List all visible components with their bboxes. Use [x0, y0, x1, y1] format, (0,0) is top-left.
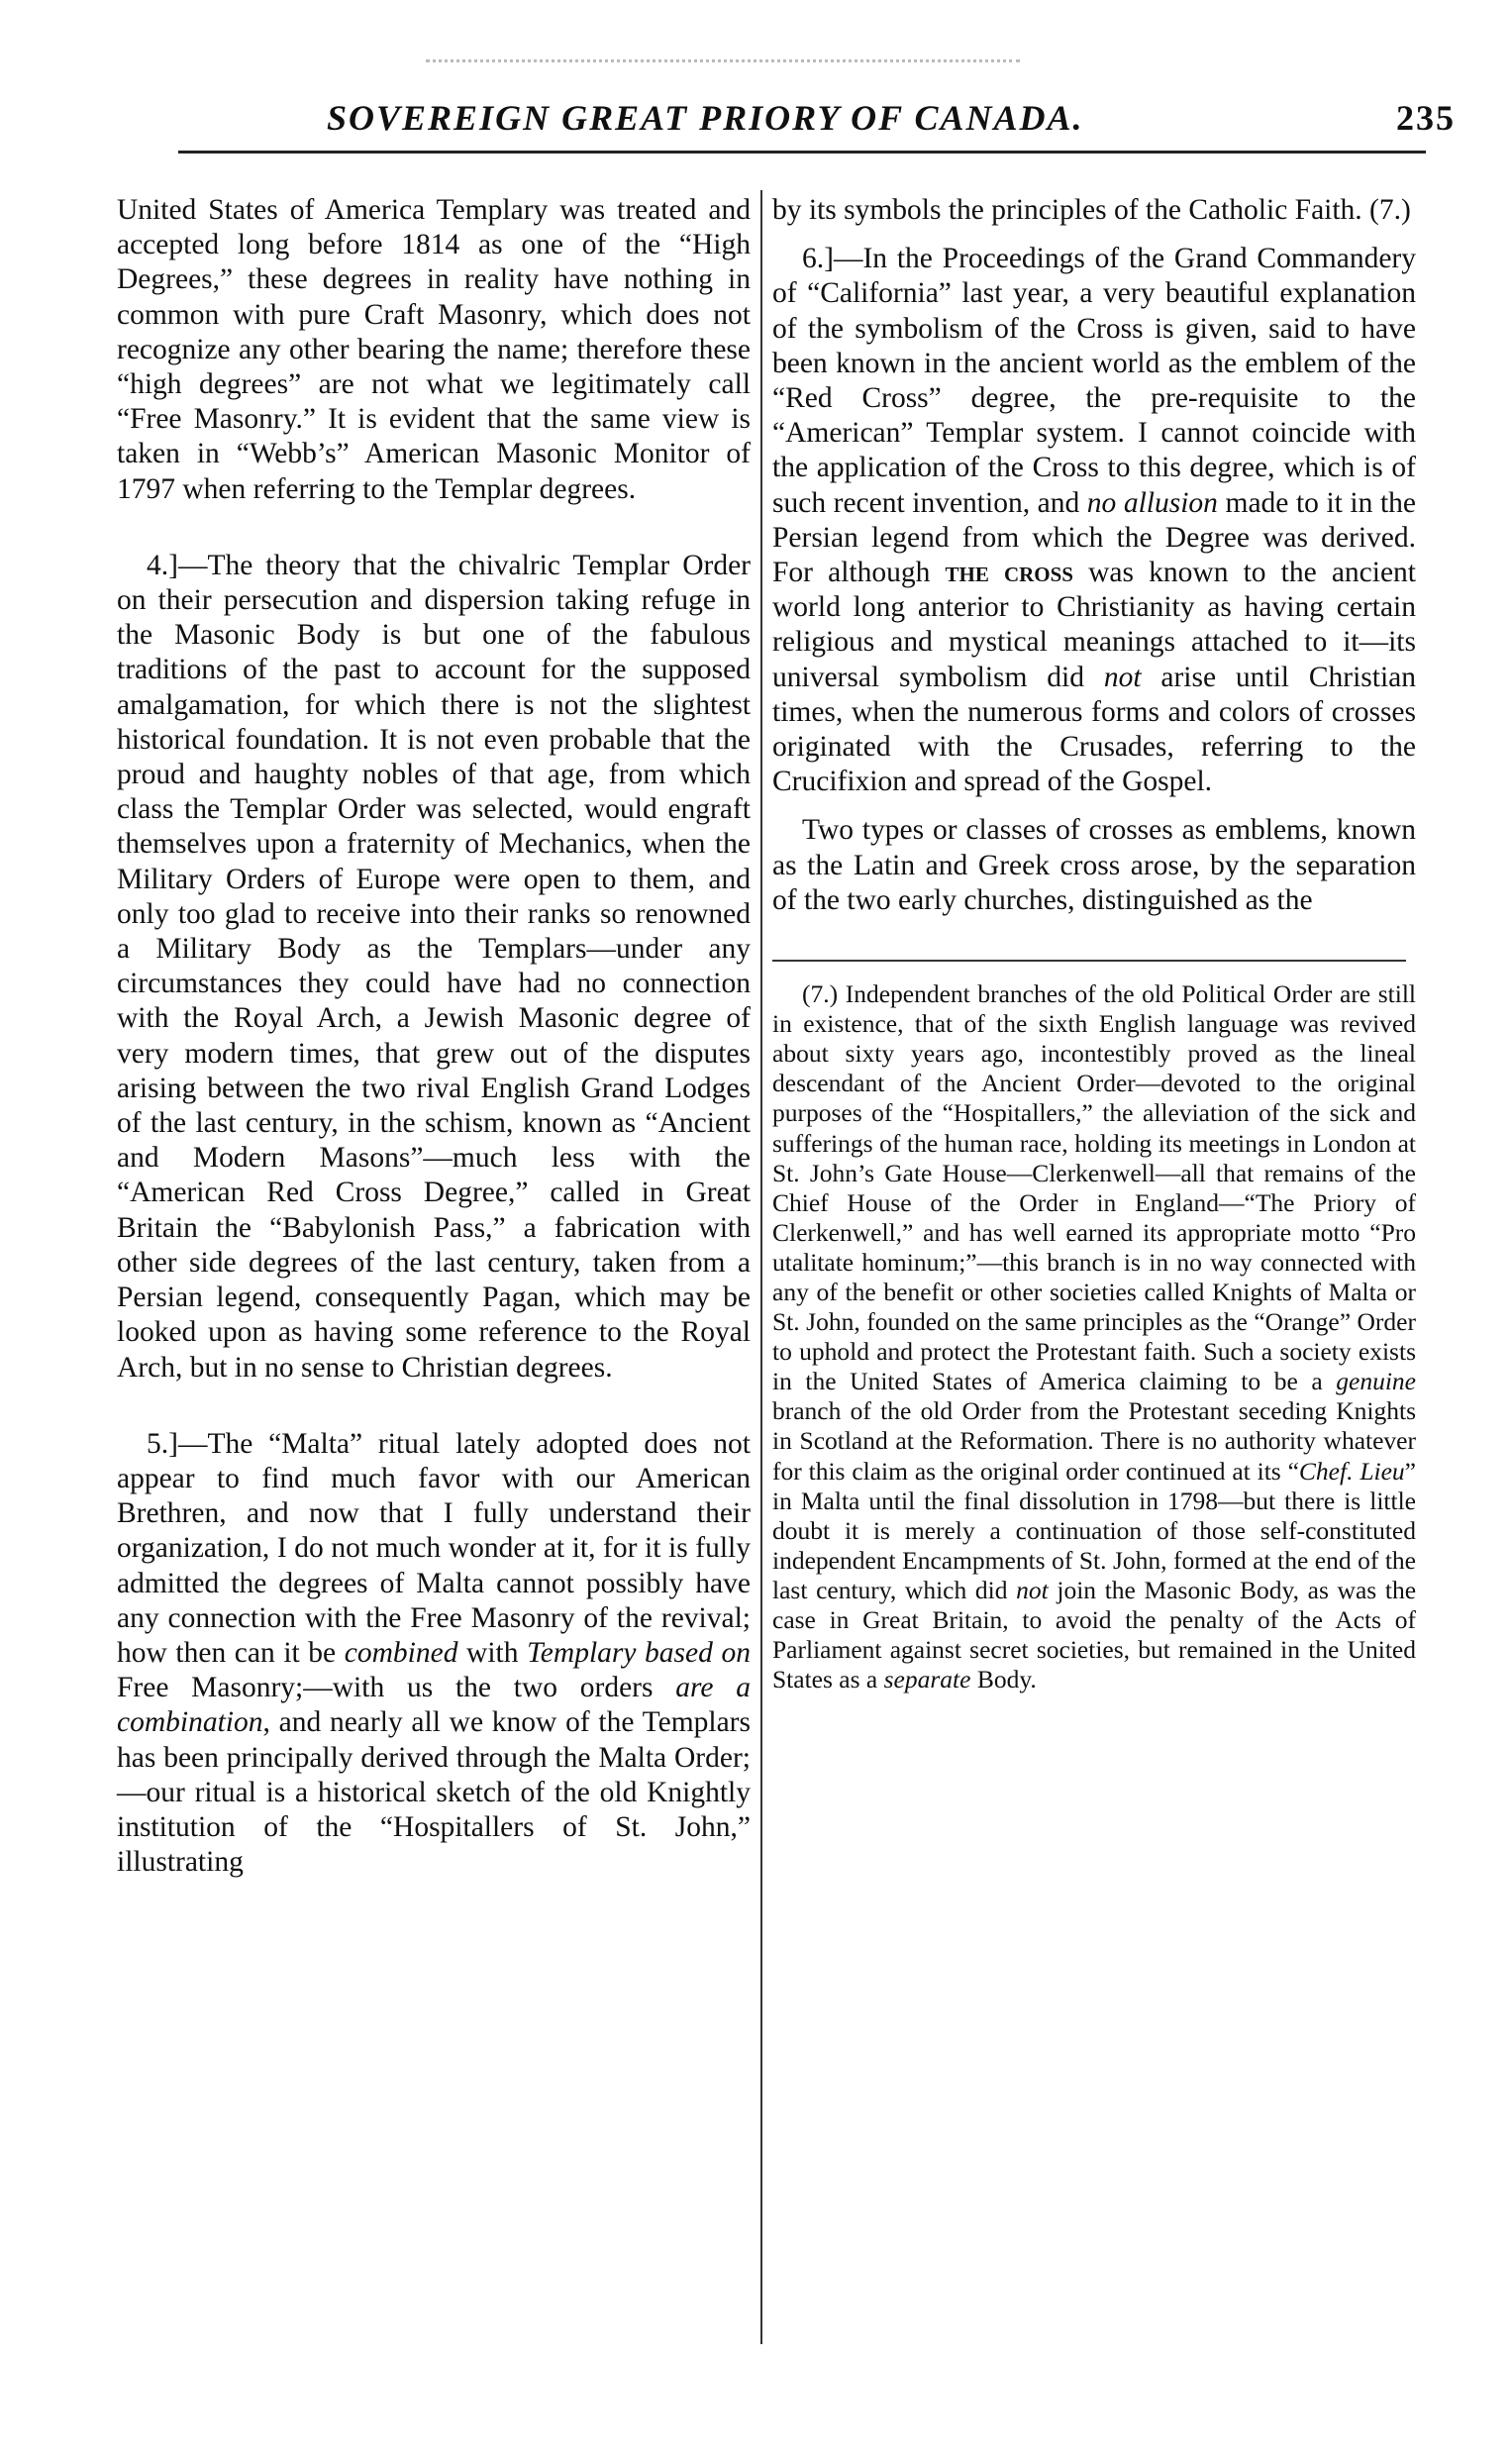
column-divider	[760, 190, 762, 2344]
footnote-7: (7.) Independent branches of the old Political Order are still in existence, that of the sixth English language was revived about sixty years ago, incontestibly proved as the lineal descendant of the Ancient Order—devoted to the original purposes of the “Hospitallers,” the alleviation of the sick and sufferings of the human race, holding its meetings in London at St. John’s Gate House—Clerkenwell—all that remains of the Chief House of the Order in England—“The Priory of Clerkenwell,” and has well earned its appropriate motto “Pro utalitate hominum;”—this branch is in no way connected with any of the benefit or other societies called Knights of Malta or St. John, founded on the same principles as the “Orange” Order to uphold and protect the Protestant faith. Such a society exists in the United States of America claiming to be a genuine branch of the old Order from the Protestant seceding Knights in Scotland at the Reformation. There is no authority whatever for this claim as the original order continued at its “Chef. Lieu” in Malta until the final dissolution in 1798—but there is little doubt it is merely a continuation of those self-constituted independent Encampments of St. John, formed at the end of the last century, which did not join the Masonic Body, as was the case in Great Britain, to avoid the penalty of the Acts of Parliament against secret societies, but remained in the United States as a separate Body.	[772, 979, 1417, 1694]
paragraph-continued-right: by its symbols the principles of the Catholic Faith. (7.)	[772, 194, 1411, 226]
footnote-rule	[772, 960, 1406, 962]
paragraph-5: 5.]—The “Malta” ritual lately adopted does not appear to find much favor with our American Brethren, and now that I fully understand their organization, I do not much wonder at it, for it is fully admitted the degrees of Malta cannot possibly have any connection with the Free Masonry of the revival; how then can it be combined with Templary based on Free Masonry;—with us the two orders are a combination, and nearly all we know of the Templars has been principally derived through the Malta Order;—our ritual is a historical sketch of the old Knightly institution of the “Hospitallers of St. John,” illustrating	[117, 1427, 751, 1879]
paragraph-4: 4.]—The theory that the chivalric Templar Order on their persecution and dispersion taking refuge in the Masonic Body is but one of the fabulous traditions of the past to account for the supposed amalgamation, for which there is not the slightest historical foundation. It is not even probable that the proud and haughty nobles of that age, from which class the Templar Order was selected, would engraft themselves upon a fraternity of Mechanics, when the Military Orders of Europe were open to them, and only too glad to receive into their ranks so renowned a Military Body as the Templars—under any circumstances they could have had no connection with the Royal Arch, a Jewish Masonic degree of very modern times, that grew out of the disputes arising between the two rival English Grand Lodges of the last century, in the schism, known as “Ancient and Modern Masons”—much less with the “American Red Cross Degree,” called in Great Britain the “Babylonish Pass,” a fabrication with other side degrees of the last century, taken from a Persian legend, consequently Pagan, which may be looked upon as having some reference to the Royal Arch, but in no sense to Christian degrees.	[117, 549, 751, 1384]
paragraph-crosses: Two types or classes of crosses as emblems, known as the Latin and Greek cross arose, by the separation of the two early churches, distinguished as the	[772, 814, 1416, 916]
scan-artifact	[426, 59, 1020, 82]
header-rule	[178, 151, 1426, 154]
page-number: 235	[1396, 98, 1456, 138]
running-header	[327, 91, 1465, 151]
page-title: SOVEREIGN GREAT PRIORY OF CANADA.	[327, 98, 1084, 138]
paragraph-6: 6.]—In the Proceedings of the Grand Commandery of “California” last year, a very beautiful explanation of the symbolism of the Cross is given, said to have been known in the ancient world as the emblem of the “Red Cross” degree, the pre-requisite to the “American” Templar system. I cannot coincide with the application of the Cross to this degree, which is of such recent invention, and no allusion made to it in the Persian legend from which the Degree was derived. For although the cross was known to the ancient world long anterior to Christianity as having certain religious and mystical meanings attached to it—its universal symbolism did not arise until Christian times, when the numerous forms and colors of crosses originated with the Crusades, referring to the Crucifixion and spread of the Gospel.	[772, 243, 1417, 798]
left-column	[117, 193, 751, 1880]
paragraph-continued: United States of America Templary was treated and accepted long before 1814 as one of the “High Degrees,” these degrees in reality have nothing in common with pure Craft Masonry, which does not recognize any other bearing the name; therefore these “high degrees” are not what we legitimately call “Free Masonry.” It is evident that the same view is taken in “Webb’s” American Masonic Monitor of 1797 when referring to the Templar degrees.	[117, 194, 751, 505]
right-column	[772, 193, 1416, 1694]
